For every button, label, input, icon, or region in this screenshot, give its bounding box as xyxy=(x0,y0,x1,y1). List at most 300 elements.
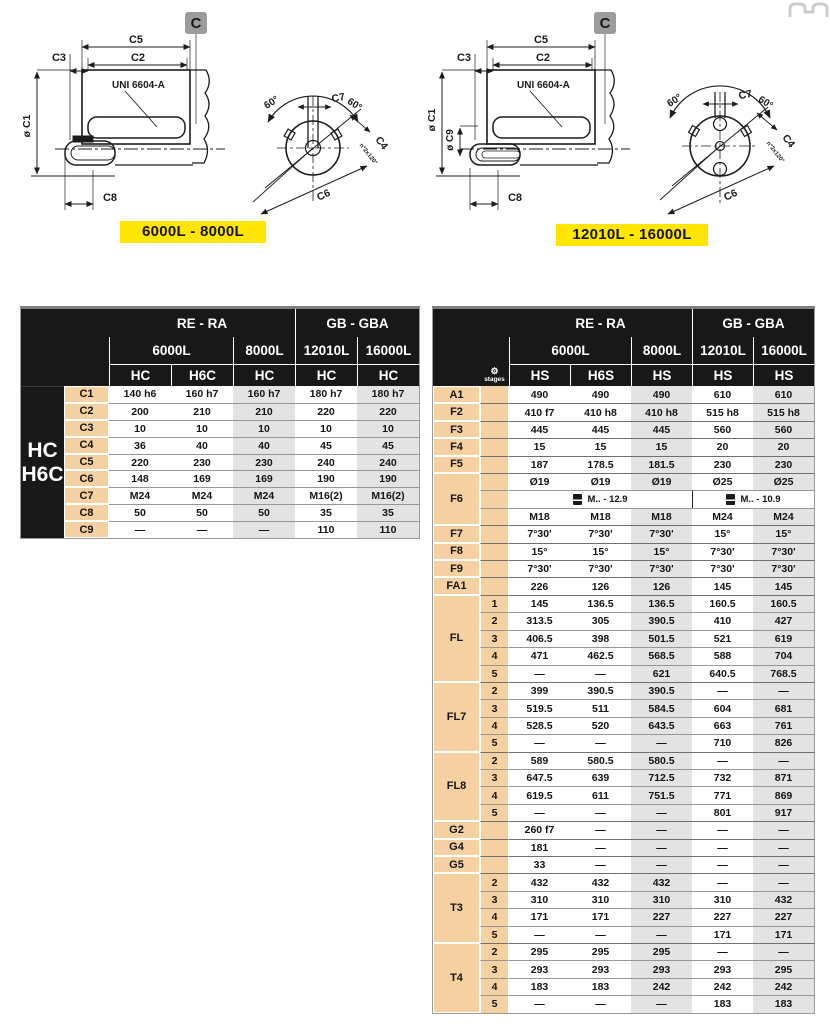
row-label: FL8 xyxy=(433,752,480,822)
data-cell: 826 xyxy=(753,734,814,751)
data-cell: — xyxy=(570,734,631,751)
stage-cell xyxy=(480,560,509,577)
data-cell: 589 xyxy=(509,752,570,769)
data-cell: — xyxy=(570,839,631,856)
data-cell: 432 xyxy=(631,873,692,890)
dim-c3: C3 xyxy=(51,52,67,64)
section-c-badge-label: C xyxy=(190,15,202,32)
dimensions-table-hs-h6s xyxy=(432,306,815,1014)
data-cell: 310 xyxy=(570,891,631,908)
stage-cell: 3 xyxy=(480,699,509,716)
group-header: RE - RA xyxy=(109,309,295,337)
data-cell: 580.5 xyxy=(570,752,631,769)
data-cell: M24 xyxy=(692,508,753,525)
data-cell: — xyxy=(631,839,692,856)
header-corner xyxy=(433,309,509,337)
stages-header xyxy=(64,364,109,386)
data-cell: 145 xyxy=(753,577,814,594)
row-label: G4 xyxy=(433,839,480,856)
bolt-class-cell xyxy=(509,490,692,507)
data-cell: 187 xyxy=(509,456,570,473)
stage-cell: 2 xyxy=(480,943,509,960)
data-cell: 15 xyxy=(631,438,692,455)
data-cell: — xyxy=(631,821,692,838)
row-label: G5 xyxy=(433,856,480,873)
caption-6000l-8000l: 6000L - 8000L xyxy=(120,221,266,243)
data-cell: 35 xyxy=(357,504,419,521)
data-cell: 181.5 xyxy=(631,456,692,473)
data-cell: 240 xyxy=(357,454,419,471)
data-cell: 515 h8 xyxy=(692,403,753,420)
dim-c2: C2 xyxy=(535,52,551,64)
data-cell: 160.5 xyxy=(692,595,753,612)
data-cell: M24 xyxy=(753,508,814,525)
data-cell: — xyxy=(570,821,631,838)
data-cell: 20 xyxy=(692,438,753,455)
side-model-label-line: H6C xyxy=(21,462,64,486)
model-header: 16000L xyxy=(357,337,419,364)
data-cell: 521 xyxy=(692,630,753,647)
data-cell: — xyxy=(692,682,753,699)
data-cell: 295 xyxy=(753,960,814,977)
dim-c8: C8 xyxy=(507,192,523,204)
drawing-12010l-16000l xyxy=(420,8,820,222)
data-cell: 305 xyxy=(570,612,631,629)
data-cell: 643.5 xyxy=(631,717,692,734)
end-view xyxy=(253,96,370,214)
data-cell: — xyxy=(753,839,814,856)
dim-c4: C4 xyxy=(779,132,798,151)
model-header: 6000L xyxy=(109,337,233,364)
data-cell: 293 xyxy=(631,960,692,977)
dim-c2: C2 xyxy=(130,52,146,64)
data-cell: 398 xyxy=(570,630,631,647)
row-label: F9 xyxy=(433,560,480,577)
data-cell: 7°30' xyxy=(692,543,753,560)
data-cell: 7°30' xyxy=(509,560,570,577)
bolt-icon xyxy=(726,494,735,505)
data-cell: Ø19 xyxy=(509,473,570,490)
data-cell: 390.5 xyxy=(570,682,631,699)
data-cell: 619.5 xyxy=(509,786,570,803)
data-cell: 210 xyxy=(171,403,233,420)
data-cell: 295 xyxy=(631,943,692,960)
data-cell: 200 xyxy=(109,403,171,420)
stage-cell: 5 xyxy=(480,804,509,821)
data-cell: 432 xyxy=(570,873,631,890)
data-cell: 10 xyxy=(171,420,233,437)
stage-cell: 5 xyxy=(480,926,509,943)
data-cell: 190 xyxy=(295,470,357,487)
data-cell: 10 xyxy=(109,420,171,437)
data-cell: — xyxy=(509,995,570,1012)
row-label: FL xyxy=(433,595,480,682)
data-cell: 230 xyxy=(753,456,814,473)
bolt-class-cell xyxy=(692,490,814,507)
dimensions-table-hc-h6c xyxy=(20,306,420,539)
data-cell: 36 xyxy=(109,437,171,454)
dim-dia-c1: ø C1 xyxy=(426,108,438,132)
data-cell: 640.5 xyxy=(692,665,753,682)
data-cell: 126 xyxy=(631,577,692,594)
data-cell: 242 xyxy=(692,978,753,995)
data-cell: 15° xyxy=(753,525,814,542)
dim-c7: C7 xyxy=(330,90,347,106)
dim-dia-c1: ø C1 xyxy=(21,114,33,138)
variant-header: HC xyxy=(295,364,357,386)
data-cell: M18 xyxy=(570,508,631,525)
data-cell: 7°30' xyxy=(631,525,692,542)
model-header: 6000L xyxy=(509,337,631,364)
data-cell: — xyxy=(509,734,570,751)
keyway-standard-label: UNI 6604-A xyxy=(517,80,570,91)
data-cell: 712.5 xyxy=(631,769,692,786)
data-cell: 220 xyxy=(357,403,419,420)
data-cell: 7°30' xyxy=(692,560,753,577)
data-cell: 33 xyxy=(509,856,570,873)
dim-dia-c9: ø C9 xyxy=(445,129,456,151)
data-cell: 183 xyxy=(753,995,814,1012)
data-cell: 7°30' xyxy=(753,543,814,560)
data-cell: 180 h7 xyxy=(357,386,419,403)
stage-cell: 4 xyxy=(480,978,509,995)
data-cell: 410 f7 xyxy=(509,403,570,420)
stage-cell: 2 xyxy=(480,873,509,890)
data-cell: 136.5 xyxy=(570,595,631,612)
data-cell: Ø19 xyxy=(631,473,692,490)
data-cell: 560 xyxy=(692,421,753,438)
stage-cell: 2 xyxy=(480,682,509,699)
data-cell: 15° xyxy=(509,543,570,560)
data-cell: 136.5 xyxy=(631,595,692,612)
data-cell: — xyxy=(692,752,753,769)
data-cell: — xyxy=(692,856,753,873)
row-label: C8 xyxy=(64,504,109,521)
row-label: C1 xyxy=(64,386,109,403)
data-cell: 15° xyxy=(631,543,692,560)
row-label: T3 xyxy=(433,873,480,943)
data-cell: 801 xyxy=(692,804,753,821)
stage-cell xyxy=(480,543,509,560)
section-c-badge-label: C xyxy=(599,15,611,32)
stage-cell xyxy=(480,856,509,873)
data-cell: 220 xyxy=(295,403,357,420)
data-cell: 110 xyxy=(295,521,357,538)
data-cell: 7°30' xyxy=(631,560,692,577)
group-header: RE - RA xyxy=(509,309,692,337)
data-cell: 520 xyxy=(570,717,631,734)
data-cell: 183 xyxy=(570,978,631,995)
data-cell: 7°30' xyxy=(509,525,570,542)
data-cell: 406.5 xyxy=(509,630,570,647)
data-cell: 410 h8 xyxy=(631,403,692,420)
model-header: 8000L xyxy=(631,337,692,364)
data-cell: 610 xyxy=(692,386,753,403)
stage-cell xyxy=(480,421,509,438)
row-label: G2 xyxy=(433,821,480,838)
data-cell: Ø25 xyxy=(692,473,753,490)
dim-c3: C3 xyxy=(456,52,472,64)
stage-cell: 2 xyxy=(480,752,509,769)
data-cell: 183 xyxy=(509,978,570,995)
stage-cell xyxy=(480,821,509,838)
data-cell: 230 xyxy=(692,456,753,473)
row-label: FA1 xyxy=(433,577,480,594)
stage-cell: 3 xyxy=(480,769,509,786)
data-cell: 227 xyxy=(753,908,814,925)
data-cell: 20 xyxy=(753,438,814,455)
data-cell: 871 xyxy=(753,769,814,786)
data-cell: 15 xyxy=(509,438,570,455)
header-corner xyxy=(21,337,109,364)
data-cell: 242 xyxy=(753,978,814,995)
data-cell: 471 xyxy=(509,647,570,664)
data-cell: 390.5 xyxy=(631,682,692,699)
stage-cell xyxy=(480,839,509,856)
data-cell: — xyxy=(570,926,631,943)
data-cell: 568.5 xyxy=(631,647,692,664)
stage-cell: 3 xyxy=(480,891,509,908)
data-cell: 15° xyxy=(570,543,631,560)
data-cell: 148 xyxy=(109,470,171,487)
stage-cell xyxy=(480,473,509,490)
data-cell: 181 xyxy=(509,839,570,856)
data-cell: 663 xyxy=(692,717,753,734)
data-cell: 15 xyxy=(570,438,631,455)
data-cell: 519.5 xyxy=(509,699,570,716)
data-cell: 227 xyxy=(631,908,692,925)
data-cell: 917 xyxy=(753,804,814,821)
bolt-class-text: M.. - 10.9 xyxy=(740,494,781,506)
data-cell: 310 xyxy=(509,891,570,908)
stage-cell: 4 xyxy=(480,717,509,734)
corner-logo-fragment xyxy=(786,0,830,18)
data-cell: 183 xyxy=(692,995,753,1012)
angle-60-left: 60° xyxy=(262,94,281,112)
angle-60-left: 60° xyxy=(665,92,684,110)
drawing-6000l-8000l xyxy=(15,8,415,220)
variant-header: HS xyxy=(692,364,753,386)
stage-cell: 5 xyxy=(480,734,509,751)
data-cell: 293 xyxy=(570,960,631,977)
data-cell: 621 xyxy=(631,665,692,682)
data-cell: 293 xyxy=(509,960,570,977)
variant-header: HC xyxy=(109,364,171,386)
data-cell: 490 xyxy=(509,386,570,403)
row-label: FL7 xyxy=(433,682,480,752)
dim-c8: C8 xyxy=(102,192,118,204)
data-cell: 160.5 xyxy=(753,595,814,612)
data-cell: Ø19 xyxy=(570,473,631,490)
data-cell: 50 xyxy=(171,504,233,521)
header-corner xyxy=(433,364,480,386)
row-label: C6 xyxy=(64,470,109,487)
data-cell: 7°30' xyxy=(570,560,631,577)
row-label: F3 xyxy=(433,421,480,438)
data-cell: 160 h7 xyxy=(171,386,233,403)
data-cell: 295 xyxy=(509,943,570,960)
data-cell: — xyxy=(631,804,692,821)
data-cell: — xyxy=(631,856,692,873)
data-cell: 226 xyxy=(509,577,570,594)
data-cell: 140 h6 xyxy=(109,386,171,403)
data-cell: — xyxy=(570,856,631,873)
data-cell: — xyxy=(692,943,753,960)
data-cell: M24 xyxy=(109,487,171,504)
data-cell: 445 xyxy=(631,421,692,438)
model-header: 16000L xyxy=(753,337,814,364)
data-cell: — xyxy=(570,995,631,1012)
dim-c6: C6 xyxy=(722,187,740,204)
model-header: 12010L xyxy=(692,337,753,364)
data-cell: 7°30' xyxy=(570,525,631,542)
data-cell: 227 xyxy=(692,908,753,925)
variant-header: HS xyxy=(631,364,692,386)
data-cell: 647.5 xyxy=(509,769,570,786)
data-cell: 178.5 xyxy=(570,456,631,473)
data-cell: 45 xyxy=(295,437,357,454)
row-label: A1 xyxy=(433,386,480,403)
header-corner xyxy=(21,309,109,337)
stage-cell: 3 xyxy=(480,630,509,647)
data-cell: 171 xyxy=(753,926,814,943)
data-cell: 604 xyxy=(692,699,753,716)
data-cell: 295 xyxy=(570,943,631,960)
row-label: C9 xyxy=(64,521,109,538)
stage-cell: 2 xyxy=(480,612,509,629)
side-model-label-line: HC xyxy=(27,439,58,463)
data-cell: 242 xyxy=(631,978,692,995)
group-header: GB - GBA xyxy=(692,309,814,337)
model-header: 12010L xyxy=(295,337,357,364)
holes-note: n°2x120° xyxy=(357,142,378,167)
data-cell: 15° xyxy=(692,525,753,542)
data-cell: 445 xyxy=(570,421,631,438)
dim-c5: C5 xyxy=(128,34,144,46)
row-label: T4 xyxy=(433,943,480,1013)
data-cell: 410 h8 xyxy=(570,403,631,420)
data-cell: 240 xyxy=(295,454,357,471)
angle-60-right: 60° xyxy=(756,94,775,112)
stage-cell: 3 xyxy=(480,960,509,977)
stage-cell xyxy=(480,577,509,594)
row-label: F6 xyxy=(433,473,480,525)
data-cell: — xyxy=(753,943,814,960)
data-cell: 110 xyxy=(357,521,419,538)
data-cell: 230 xyxy=(233,454,295,471)
data-cell: 145 xyxy=(509,595,570,612)
data-cell: — xyxy=(692,821,753,838)
data-cell: — xyxy=(753,752,814,769)
data-cell: 171 xyxy=(570,908,631,925)
stage-cell: 5 xyxy=(480,665,509,682)
data-cell: 180 h7 xyxy=(295,386,357,403)
data-cell: 50 xyxy=(109,504,171,521)
data-cell: 35 xyxy=(295,504,357,521)
data-cell: — xyxy=(692,873,753,890)
data-cell: 45 xyxy=(357,437,419,454)
data-cell: 160 h7 xyxy=(233,386,295,403)
data-cell: 210 xyxy=(233,403,295,420)
angle-60-right: 60° xyxy=(345,96,364,114)
dim-c6: C6 xyxy=(315,187,333,204)
stage-cell: 4 xyxy=(480,786,509,803)
bolt-icon xyxy=(573,494,582,505)
holes-note: n°2x120° xyxy=(764,140,785,165)
stage-cell: 5 xyxy=(480,995,509,1012)
header-corner xyxy=(433,337,509,364)
stage-cell: 1 xyxy=(480,595,509,612)
variant-header: HS xyxy=(509,364,570,386)
data-cell: — xyxy=(509,926,570,943)
variant-header: HC xyxy=(233,364,295,386)
data-cell: — xyxy=(509,665,570,682)
model-header: 8000L xyxy=(233,337,295,364)
data-cell: — xyxy=(570,665,631,682)
data-cell: 761 xyxy=(753,717,814,734)
stage-cell xyxy=(480,525,509,542)
data-cell: 126 xyxy=(570,577,631,594)
data-cell: 220 xyxy=(109,454,171,471)
data-cell: 260 f7 xyxy=(509,821,570,838)
data-cell: — xyxy=(631,926,692,943)
data-cell: — xyxy=(753,873,814,890)
variant-header: H6C xyxy=(171,364,233,386)
data-cell: 410 xyxy=(692,612,753,629)
data-cell: 313.5 xyxy=(509,612,570,629)
data-cell: 681 xyxy=(753,699,814,716)
data-cell: M24 xyxy=(171,487,233,504)
row-label: C5 xyxy=(64,454,109,471)
data-cell: — xyxy=(233,521,295,538)
stage-cell xyxy=(480,456,509,473)
data-cell: 310 xyxy=(692,891,753,908)
data-cell: 445 xyxy=(509,421,570,438)
data-cell: — xyxy=(509,804,570,821)
data-cell: 588 xyxy=(692,647,753,664)
data-cell: 432 xyxy=(509,873,570,890)
data-cell: 399 xyxy=(509,682,570,699)
data-cell: M16(2) xyxy=(295,487,357,504)
gear-icon: ⚙ xyxy=(490,365,499,376)
stage-cell xyxy=(480,403,509,420)
data-cell: M16(2) xyxy=(357,487,419,504)
data-cell: 511 xyxy=(570,699,631,716)
dim-c4: C4 xyxy=(372,134,391,153)
data-cell: 490 xyxy=(631,386,692,403)
data-cell: 40 xyxy=(171,437,233,454)
data-cell: — xyxy=(631,734,692,751)
data-cell: 501.5 xyxy=(631,630,692,647)
data-cell: 190 xyxy=(357,470,419,487)
keyway-standard-label: UNI 6604-A xyxy=(112,80,165,91)
data-cell: — xyxy=(570,804,631,821)
data-cell: — xyxy=(753,856,814,873)
data-cell: 490 xyxy=(570,386,631,403)
data-cell: 171 xyxy=(692,926,753,943)
data-cell: 50 xyxy=(233,504,295,521)
data-cell: 768.5 xyxy=(753,665,814,682)
stage-cell xyxy=(480,386,509,403)
data-cell: 10 xyxy=(233,420,295,437)
data-cell: — xyxy=(109,521,171,538)
row-label: C3 xyxy=(64,420,109,437)
data-cell: 771 xyxy=(692,786,753,803)
data-cell: 432 xyxy=(753,891,814,908)
data-cell: 610 xyxy=(753,386,814,403)
group-header: GB - GBA xyxy=(295,309,419,337)
data-cell: 40 xyxy=(233,437,295,454)
